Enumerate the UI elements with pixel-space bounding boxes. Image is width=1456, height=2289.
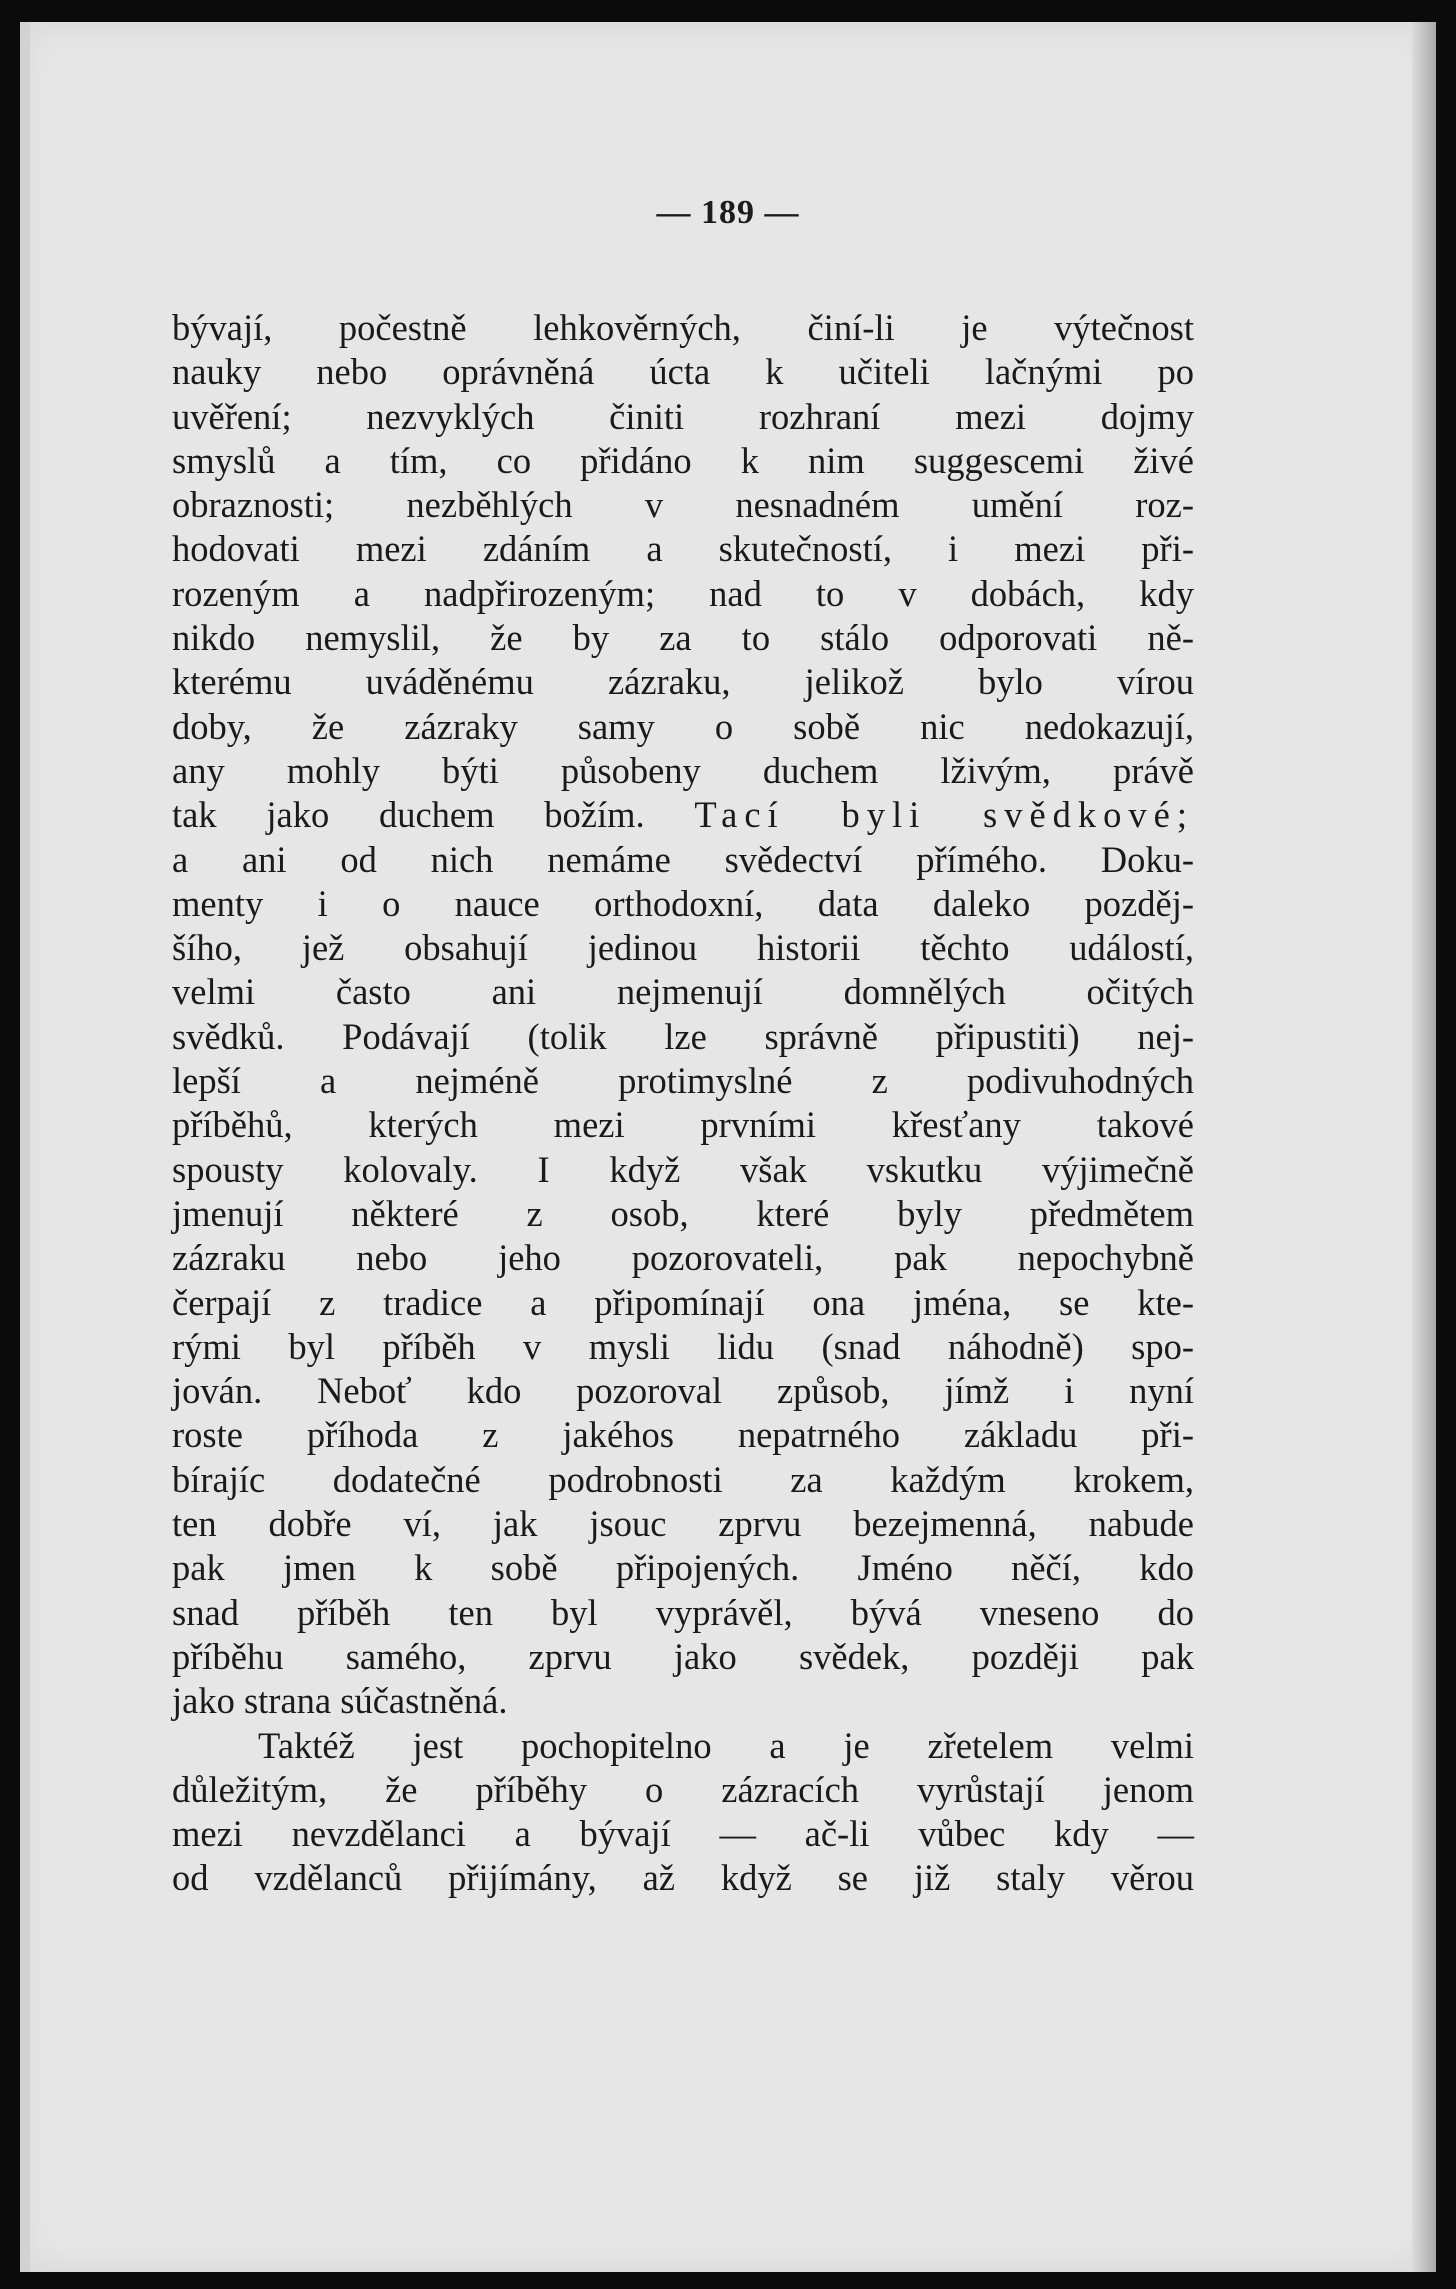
text-line-emphasis xyxy=(172,793,1194,837)
text-line: lepší a nejméně protimyslné z podivuhodných xyxy=(172,1060,1194,1102)
text-line: nikdo nemyslil, že by za to stálo odporovati ně- xyxy=(172,617,1194,659)
spaced-emphasis: Tací byli svědkové; xyxy=(694,794,1194,836)
text-line: jován. Neboť kdo pozoroval způsob, jímž i nyní xyxy=(172,1370,1194,1412)
line-start: tak jako duchem božím. xyxy=(172,794,645,836)
page-left-edge xyxy=(20,22,30,2272)
text-line: spousty kolovaly. I když však vskutku výjimečně xyxy=(172,1148,1194,1190)
text-line: menty i o nauce orthodoxní, data daleko pozděj- xyxy=(172,882,1194,924)
text-line: roste příhoda z jakéhos nepatrného základu při- xyxy=(172,1414,1194,1456)
text-line: ten dobře ví, jak jsouc zprvu bezejmenná, nabude xyxy=(172,1503,1194,1545)
text-line: jmenují některé z osob, které byly předmětem xyxy=(172,1192,1194,1234)
text-line: mezi nevzdělanci a bývají — ač-li vůbec kdy — xyxy=(172,1813,1194,1855)
text-line: hodovati mezi zdáním a skutečností, i mezi při- xyxy=(172,528,1194,570)
text-line: od vzdělanců přijímány, až když se již staly věrou xyxy=(172,1857,1194,1899)
text-line: důležitým, že příběhy o zázracích vyrůstají jenom xyxy=(172,1768,1194,1810)
text-line: svědků. Podávají (tolik lze správně připustiti) nej- xyxy=(172,1015,1194,1057)
text-line: Taktéž jest pochopitelno a je zřetelem velmi xyxy=(258,1724,1194,1766)
page-right-edge xyxy=(1412,22,1436,2272)
text-line: kterému uváděnému zázraku, jelikož bylo vírou xyxy=(172,661,1194,703)
text-line: zázraku nebo jeho pozorovateli, pak nepochybně xyxy=(172,1237,1194,1279)
page-number: — 189 — xyxy=(656,194,800,231)
text-line: obraznosti; nezběhlých v nesnadném umění roz- xyxy=(172,484,1194,526)
paragraph-1 xyxy=(172,306,1194,1724)
text-line: rými byl příběh v mysli lidu (snad náhodně) spo- xyxy=(172,1325,1194,1367)
text-line: doby, že zázraky samy o sobě nic nedokazují, xyxy=(172,705,1194,747)
paragraph-2 xyxy=(172,1724,1194,1901)
text-line: uvěření; nezvyklých činiti rozhraní mezi dojmy xyxy=(172,395,1194,437)
text-line: bývají, počestně lehkověrných, činí-li je výtečnost xyxy=(172,307,1194,348)
text-line: příběhů, kterých mezi prvními křesťany takové xyxy=(172,1104,1194,1146)
text-line: a ani od nich nemáme svědectví přímého. Doku- xyxy=(172,838,1194,880)
text-line: pak jmen k sobě připojených. Jméno něčí, kdo xyxy=(172,1547,1194,1589)
text-line: snad příběh ten byl vyprávěl, bývá vneseno do xyxy=(172,1591,1194,1633)
text-line: bírajíc dodatečné podrobnosti za každým krokem, xyxy=(172,1458,1194,1500)
text-line: rozeným a nadpřirozeným; nad to v dobách, kdy xyxy=(172,572,1194,614)
text-line: smyslů a tím, co přidáno k nim suggescemi živé xyxy=(172,439,1194,481)
body-text xyxy=(172,306,1194,1901)
text-line: any mohly býti působeny duchem lživým, právě xyxy=(172,749,1194,791)
text-line: nauky nebo oprávněná úcta k učiteli lačnými po xyxy=(172,351,1194,393)
text-line: šího, jež obsahují jedinou historii těchto událostí, xyxy=(172,927,1194,969)
text-line: velmi často ani nejmenují domnělých očitých xyxy=(172,971,1194,1013)
text-line: čerpají z tradice a připomínají ona jména, se kte- xyxy=(172,1281,1194,1323)
book-page xyxy=(20,22,1436,2272)
text-line: jako strana súčastněná. xyxy=(172,1680,508,1722)
text-line: příběhu samého, zprvu jako svědek, později pak xyxy=(172,1635,1194,1677)
